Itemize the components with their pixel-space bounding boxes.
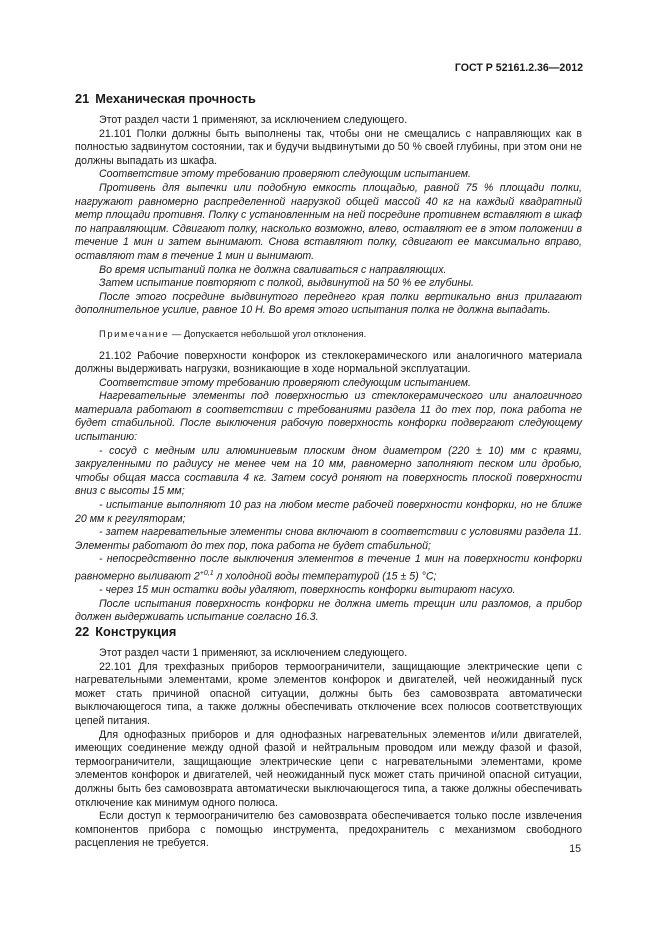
section-21-number: 21	[75, 91, 90, 106]
list-item-pour-water: - непосредственно после выключения элементов в течение 1 мин на поверхности конфорки равномерно выливают $2^{+0,1}$ л холодной воды температурой (15 ± 5) °С;	[75, 553, 582, 583]
section-21-title: Механическая прочность	[95, 91, 256, 106]
list-item-vessel-drop: - сосуд с медным или алюминиевым плоским дном диаметром (220 ± 10) мм с краями, закругленными по радиусу не менее чем на 10 мм, равномерно заполняют песком или дробью, чтобы общая масса составила 4 кг. Затем сосуд роняют на поверхность плоской поверхности вниз с высоты 15 мм;	[75, 444, 582, 498]
paragraph-compliance-2: Соответствие этому требованию проверяют следующим испытанием.	[99, 376, 471, 389]
paragraph-intro: Этот раздел части 1 применяют, за исключением следующего.	[99, 114, 408, 126]
paragraph-intro-22: Этот раздел части 1 применяют, за исключением следующего.	[99, 647, 408, 659]
standard-code-header: ГОСТ Р 52161.2.36—2012	[454, 62, 583, 74]
tolerance-superscript: +0,1	[199, 570, 214, 577]
section-22-heading	[75, 624, 582, 640]
list-item-remove-water: - через 15 мин остатки воды удаляют, поверхность конфорки вытирают насухо.	[99, 584, 516, 597]
section-21	[75, 91, 582, 625]
paragraph-result: После испытания поверхность конфорки не должна иметь трещин или разломов, а прибор должен выдерживать испытание согласно 16.3.	[75, 597, 582, 624]
paragraph-21-101: 21.101 Полки должны быть выполнены так, чтобы они не смещались с направляющих как в полностью задвинутом состоянии, так и будучи выдвинутыми до 50 % своей глубины, при этом они не должны выпадать из шкафа.	[75, 127, 582, 167]
section-21-heading	[75, 91, 582, 107]
note-label: Примечание	[99, 327, 170, 339]
paragraph-additional-force: После этого посредине выдвинутого переднего края полки вертикально вниз прилагают дополнительное усилие, равное 10 Н. Во время этого испытания полка не должна выпадать.	[75, 290, 582, 317]
list-item-reheat: - затем нагревательные элементы снова включают в соответствии с условиями раздела 11. Элементы работают до тех пор, пока работа не будет стабильной;	[75, 526, 582, 552]
section-22-title: Конструкция	[95, 624, 177, 639]
section-22	[75, 624, 582, 851]
paragraph-single-phase: Для однофазных приборов и для однофазных нагревательных элементов и/или двигателей, имеющих соединение между одной фазой и нейтральным проводом или между фазой и фазой, термоограничители, защищающие электрические цепи с нагревательными элементами, кроме элементов конфорок и двигателей, чей неожиданный пуск может стать причиной опасной ситуации, должны быть без самовозврата автоматически выключающегося типа, а также должны обеспечивать отключение как минимум одного полюса.	[75, 728, 582, 809]
paragraph-test-repeat: Затем испытание повторяют с полкой, выдвинутой на 50 % ее глубины.	[99, 277, 474, 290]
list-item-repeat-10: - испытание выполняют 10 раз на любом месте рабочей поверхности конфорки, но не ближе 20 мм к регуляторам;	[75, 499, 582, 525]
paragraph-22-101: 22.101 Для трехфазных приборов термоограничители, защищающие электрические цепи с нагревательными элементами, кроме элементов конфорок и двигателей, чей неожиданный пуск может стать причиной опасной ситуации, должны быть без самовозврата автоматически выключающегося типа, а также должны обеспечивать отключение всех полюсов соответствующих цепей питания.	[75, 660, 582, 727]
page-number: 15	[569, 843, 581, 855]
paragraph-21-102: 21.102 Рабочие поверхности конфорок из стеклокерамического или аналогичного материала должны выдерживать нагрузки, возникающие в ходе нормальной эксплуатации.	[75, 349, 582, 376]
paragraph-heating-elements: Нагревательные элементы под поверхностью из стеклокерамического или аналогичного материала работают в соответствии с требованиями раздела 11 до тех пор, пока работа не будет стабильной. После выключения рабочую поверхность конфорки подвергают следующему испытанию:	[75, 390, 582, 444]
section-22-number: 22	[75, 624, 90, 639]
paragraph-compliance: Соответствие этому требованию проверяют следующим испытанием.	[99, 168, 471, 181]
paragraph-test-requirement: Во время испытаний полка не должна сваливаться с направляющих.	[99, 263, 447, 276]
paragraph-access-limiter: Если доступ к термоограничителю без самовозврата обеспечивается только после извлечения компонентов прибора с помощью инструмента, предохранитель с механизмом свободного расцепления не требуется.	[75, 810, 582, 850]
paragraph-test-procedure: Противень для выпечки или подобную емкость площадью, равной 75 % площади полки, нагружают равномерно распределенной нагрузкой общей массой 40 кг на каждый квадратный метр площади противня. Полку с установленным на ней посредине противнем вставляют в шкаф по направляющим. Сдвигают полку, насколько возможно, влево, оставляют ее в этом положении в течение 1 мин и затем вынимают. Снова вставляют полку, сдвигают ее максимально вправо, оставляют там в течение 1 мин и вынимают.	[75, 181, 582, 262]
note	[75, 327, 582, 341]
note-text: — Допускается небольшой угол отклонения.	[169, 327, 367, 339]
